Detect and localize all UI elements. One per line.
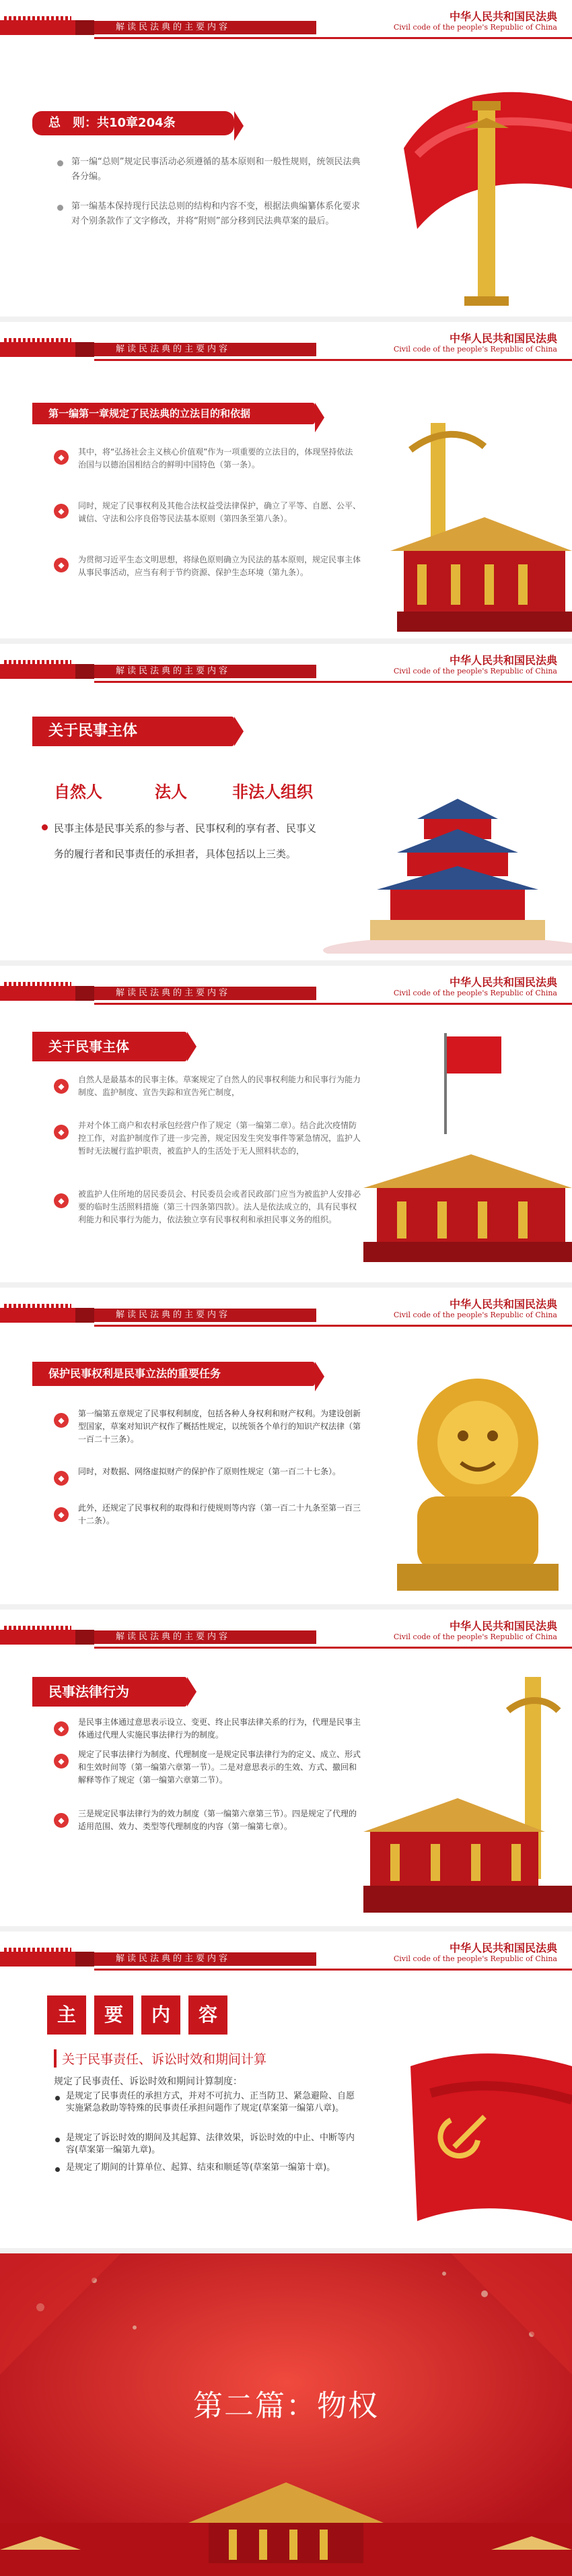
section-heading: 关于民事主体 [32, 1032, 187, 1061]
header-title-en: Civil code of the people's Republic of China [393, 989, 557, 997]
bullet-dot [57, 160, 63, 166]
slide-header [0, 966, 572, 1014]
circle-icon: ◆ [54, 1507, 69, 1522]
bullet-text: 是规定了诉讼时效的期间及其起算、法律效果，诉讼时效的中止、中断等内容(草案第一编第九章)。 [66, 2133, 355, 2155]
slide-part-two-cover [0, 2253, 572, 2576]
header-title-cn: 中华人民共和国民法典 [449, 976, 557, 989]
circle-icon: ◆ [54, 1721, 69, 1736]
header-tag: 解读民法典的主要内容 [94, 343, 316, 356]
header-title-cn: 中华人民共和国民法典 [449, 332, 557, 345]
bullet-text: 同时，对数据、网络虚拟财产的保护作了原则性规定（第一百二十七条）。 [78, 1467, 341, 1476]
header-title-cn: 中华人民共和国民法典 [449, 654, 557, 667]
title-char: 内 [141, 1995, 180, 2035]
circle-icon: ◆ [54, 504, 69, 519]
bullet-text: 为贯彻习近平生态文明思想，将绿色原则确立为民法的基本原则，规定民事主体从事民事活动，应当有利于节约资源、保护生态环境（第九条）。 [78, 555, 361, 577]
header-title-en: Civil code of the people's Republic of China [393, 667, 557, 675]
bullet-text: 第一编“总则”规定民事活动必须遵循的基本原则和一般性规则，统领民法典各分编。 [71, 157, 361, 182]
slide-civil-subjects-detail [0, 966, 572, 1282]
header-title-cn: 中华人民共和国民法典 [449, 10, 557, 23]
slide-header [0, 644, 572, 692]
slide-civil-rights [0, 1288, 572, 1604]
slide-header [0, 0, 572, 48]
slide-main-contents [0, 1931, 572, 2248]
bullet-text: 其中，将“弘扬社会主义核心价值观”作为一项重要的立法目的，体现坚持依法治国与以德治国相结合的鲜明中国特色（第一条）。 [78, 447, 353, 469]
title-char: 主 [47, 1995, 86, 2035]
slide-legislative-purpose [0, 322, 572, 638]
intro-text: 规定了民事责任、诉讼时效和期间计算制度： [54, 2076, 242, 2087]
section-heading: 第一编第一章规定了民法典的立法目的和依据 [32, 403, 315, 424]
temple-of-heaven-illustration [316, 792, 572, 954]
circle-icon: ◆ [54, 1079, 69, 1094]
bullet-text: 此外，还规定了民事权利的取得和行使规则等内容（第一百二十九条至第一百三十二条）。 [78, 1503, 361, 1525]
section-heading: 保护民事权利是民事立法的重要任务 [32, 1362, 315, 1386]
header-tag: 解读民法典的主要内容 [94, 987, 316, 1000]
subtitle: 关于民事责任、诉讼时效和期间计算 [54, 2049, 266, 2068]
tiananmen-pillar-illustration [363, 1670, 572, 1919]
bullet-text: 是民事主体通过意思表示设立、变更、终止民事法律关系的行为，代理是民事主体通过代理人实施民事法律行为的制度。 [78, 1717, 361, 1740]
header-title-en: Civil code of the people's Republic of China [393, 1311, 557, 1319]
red-flag-pillar-illustration [377, 54, 572, 310]
bullet-text: 规定了民事法律行为制度、代理制度一是规定民事法律行为的定义、成立、形式和生效时间等（第一编第六章第一节）。二是对意思表示的生效、方式、撤回和解释等作了规定（第一编第六章第二节）。 [78, 1750, 361, 1785]
bullet-dot [55, 2138, 60, 2142]
section-heading: 关于民事主体 [32, 717, 234, 746]
subject-type: 非法人组织 [232, 783, 313, 801]
header-title-en: Civil code of the people's Republic of China [393, 345, 557, 354]
circle-icon: ◆ [54, 450, 69, 465]
bullet-text: 第一编第五章规定了民事权利制度，包括各种人身权利和财产权利。为建设创新型国家，草案对知识产权作了概括性规定，以统领各个单行的知识产权法律（第一百二十三条）。 [78, 1409, 361, 1444]
circle-icon: ◆ [54, 1125, 69, 1140]
title-char: 容 [188, 1995, 227, 2035]
bullet-text: 是规定了民事责任的承担方式，并对不可抗力、正当防卫、紧急避险、自愿实施紧急救助等特殊的民事责任承担问题作了规定(草案第一编第八章)。 [66, 2091, 355, 2113]
tiananmen-illustration [390, 409, 572, 632]
header-title-en: Civil code of the people's Republic of China [393, 1954, 557, 1963]
title-char: 要 [94, 1995, 133, 2035]
stone-lion-illustration [377, 1362, 572, 1597]
header-title-en: Civil code of the people's Republic of China [393, 23, 557, 32]
section-heading: 总 则：共10章204条 [32, 111, 234, 135]
header-tag: 解读民法典的主要内容 [94, 1309, 316, 1322]
tiananmen-flag-illustration [363, 1033, 572, 1262]
slide-header [0, 1931, 572, 1980]
circle-icon: ◆ [54, 1413, 69, 1428]
header-tag: 解读民法典的主要内容 [94, 665, 316, 678]
bullet-dot [55, 2096, 60, 2101]
header-tag: 解读民法典的主要内容 [94, 21, 316, 34]
bullet-text: 自然人是最基本的民事主体。草案规定了自然人的民事权利能力和民事行为能力制度、监护制度、宣告失踪和宣告死亡制度， [78, 1075, 361, 1097]
body-text: 民事主体是民事关系的参与者、民事权利的享有者、民事义务的履行者和民事责任的承担者，具体包括以上三类。 [54, 822, 317, 860]
bullet-dot [57, 205, 63, 211]
bullet-text: 三是规定民事法律行为的效力制度（第一编第六章第三节）。四是规定了代理的适用范围、效力、类型等代理制度的内容（第一编第七章）。 [78, 1809, 357, 1831]
subject-type: 法人 [155, 783, 187, 801]
bullet-text: 第一编基本保持现行民法总则的结构和内容不变，根据法典编纂体系化要求对个别条款作了文字修改，并将“附则”部分移到民法典草案的最后。 [71, 201, 361, 226]
slide-header [0, 322, 572, 370]
cover-title: 第二篇：物权 [193, 2389, 379, 2423]
bullet-text: 是规定了期间的计算单位、起算、结束和顺延等(草案第一编第十章)。 [66, 2162, 336, 2173]
header-tag: 解读民法典的主要内容 [94, 1630, 316, 1644]
bullet-text: 被监护人住所地的居民委员会、村民委员会或者民政部门应当为被监护人安排必要的临时生活照料措施（第三十四条第四款）。法人是依法成立的，具有民事权利能力和民事行为能力，依法独立享有民事权利和承担民事义务的组织。 [78, 1189, 361, 1224]
bullet-dot [55, 2167, 60, 2172]
circle-icon: ◆ [54, 1193, 69, 1208]
circle-icon: ◆ [54, 558, 69, 572]
slide-header [0, 1610, 572, 1658]
header-title-en: Civil code of the people's Republic of China [393, 1632, 557, 1641]
circle-icon: ◆ [54, 1754, 69, 1769]
header-tag: 解读民法典的主要内容 [94, 1952, 316, 1966]
bullet-text: 并对个体工商户和农村承包经营户作了规定（第一编第二章）。结合此次疫情防控工作，对监护制度作了进一步完善，规定因发生突发事件等紧急情况，监护人暂时无法履行监护职责，被监护人的生活处于无人照料状态的， [78, 1121, 361, 1156]
bullet-text: 同时，规定了民事权利及其他合法权益受法律保护，确立了平等、自愿、公平、诚信、守法和公序良俗等民法基本原则（第四条至第八条）。 [78, 501, 361, 523]
circle-icon: ◆ [54, 1471, 69, 1486]
header-title-cn: 中华人民共和国民法典 [449, 1942, 557, 1954]
slide-header [0, 1288, 572, 1336]
party-flag-illustration [390, 2039, 572, 2235]
slide-overview [0, 0, 572, 317]
slide-civil-juristic-acts [0, 1610, 572, 1926]
subject-type: 自然人 [54, 783, 102, 801]
header-title-cn: 中华人民共和国民法典 [449, 1620, 557, 1632]
slide-civil-subjects [0, 644, 572, 960]
section-heading: 民事法律行为 [32, 1677, 187, 1707]
bullet-dot [42, 824, 48, 830]
circle-icon: ◆ [54, 1813, 69, 1828]
header-title-cn: 中华人民共和国民法典 [449, 1298, 557, 1311]
